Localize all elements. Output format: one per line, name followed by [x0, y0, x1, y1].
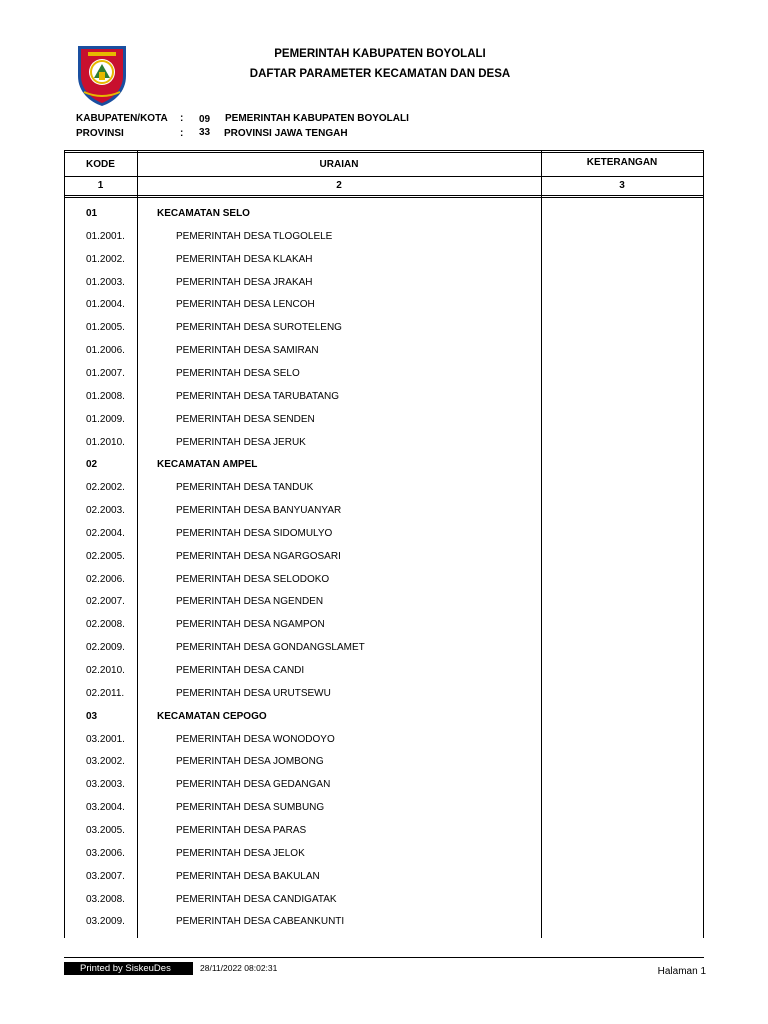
- desa-row: [64, 848, 704, 868]
- row-uraian: PEMERINTAH DESA JELOK: [176, 847, 305, 859]
- row-kode: 01.2010.: [86, 436, 125, 448]
- desa-row: [64, 368, 704, 388]
- table-top-border-inner: [64, 152, 704, 153]
- desa-row: [64, 414, 704, 434]
- row-uraian: PEMERINTAH DESA NGAMPON: [176, 619, 325, 631]
- desa-row: [64, 528, 704, 548]
- header-kode: KODE: [86, 159, 115, 170]
- row-uraian: KECAMATAN SELO: [157, 208, 250, 219]
- kabupaten-colon: :: [180, 113, 184, 124]
- row-uraian: PEMERINTAH DESA TANDUK: [176, 482, 314, 494]
- row-uraian: PEMERINTAH DESA GEDANGAN: [176, 779, 331, 791]
- desa-row: [64, 254, 704, 274]
- row-kode: 03.2001.: [86, 733, 125, 745]
- row-uraian: PEMERINTAH DESA SENDEN: [176, 413, 315, 425]
- row-kode: 03.2005.: [86, 824, 125, 836]
- row-kode: 01.2001.: [86, 230, 125, 242]
- row-uraian: PEMERINTAH DESA TLOGOLELE: [176, 230, 333, 242]
- row-uraian: PEMERINTAH DESA KLAKAH: [176, 253, 313, 265]
- header-uraian: URAIAN: [319, 159, 359, 170]
- row-kode: 02.2011.: [86, 687, 125, 699]
- row-uraian: PEMERINTAH DESA NGARGOSARI: [176, 550, 341, 562]
- row-kode: 02.2007.: [86, 596, 125, 608]
- report-title-line1: PEMERINTAH KABUPATEN BOYOLALI: [274, 48, 486, 60]
- row-kode: 03.2003.: [86, 779, 125, 791]
- provinsi-label: PROVINSI: [76, 128, 124, 139]
- row-uraian: PEMERINTAH DESA CABEANKUNTI: [176, 916, 345, 928]
- desa-row: [64, 825, 704, 845]
- row-kode: 02: [86, 459, 98, 471]
- row-kode: 02.2004.: [86, 527, 125, 539]
- desa-row: [64, 642, 704, 662]
- kabupaten-name: PEMERINTAH KABUPATEN BOYOLALI: [225, 113, 409, 124]
- boyolali-emblem-logo: [74, 42, 130, 108]
- desa-row: [64, 688, 704, 708]
- row-uraian: PEMERINTAH DESA JERUK: [176, 436, 306, 448]
- row-kode: 02.2010.: [86, 665, 125, 676]
- row-kode: 03.2007.: [86, 870, 125, 882]
- table-top-border: [64, 150, 704, 151]
- row-kode: 03.2006.: [86, 847, 125, 859]
- row-uraian: PEMERINTAH DESA SIDOMULYO: [176, 527, 333, 539]
- row-uraian: PEMERINTAH DESA GONDANGSLAMET: [176, 642, 365, 654]
- desa-row: [64, 756, 704, 776]
- row-kode: 02.2005.: [86, 550, 125, 562]
- desa-row: [64, 391, 704, 411]
- desa-row: [64, 596, 704, 616]
- row-kode: 02.2003.: [86, 505, 125, 517]
- row-uraian: PEMERINTAH DESA WONODOYO: [176, 733, 335, 745]
- row-kode: 01.2005.: [86, 322, 125, 334]
- row-uraian: PEMERINTAH DESA CANDIGATAK: [176, 893, 337, 905]
- provinsi-colon: :: [180, 128, 184, 139]
- row-kode: 01.2007.: [86, 367, 125, 379]
- row-kode: 03.2002.: [86, 756, 125, 768]
- row-kode: 03.2004.: [86, 802, 125, 814]
- desa-row: [64, 482, 704, 502]
- row-uraian: PEMERINTAH DESA BAKULAN: [176, 870, 320, 882]
- row-uraian: PEMERINTAH DESA JOMBONG: [176, 756, 324, 768]
- desa-row: [64, 871, 704, 891]
- desa-row: [64, 574, 704, 594]
- row-uraian: PEMERINTAH DESA BANYUANYAR: [176, 505, 342, 517]
- desa-row: [64, 619, 704, 639]
- kecamatan-row: [64, 459, 704, 479]
- row-uraian: PEMERINTAH DESA SELODOKO: [176, 573, 330, 585]
- row-uraian: PEMERINTAH DESA LENCOH: [176, 299, 315, 311]
- kabupaten-code: 09: [199, 114, 211, 125]
- row-uraian: PEMERINTAH DESA JRAKAH: [176, 276, 313, 288]
- row-uraian: PEMERINTAH DESA URUTSEWU: [176, 687, 331, 699]
- row-kode: 02.2006.: [86, 573, 125, 585]
- desa-row: [64, 299, 704, 319]
- row-kode: 02.2009.: [86, 642, 125, 654]
- column-number-divider-inner: [64, 197, 704, 198]
- row-kode: 01.2004.: [86, 299, 125, 311]
- print-timestamp: 28/11/2022 08:02:31: [200, 963, 278, 973]
- parameter-table: [64, 150, 704, 938]
- provinsi-name: PROVINSI JAWA TENGAH: [224, 128, 348, 139]
- kecamatan-row: [64, 711, 704, 731]
- kabupaten-label: KABUPATEN/KOTA: [76, 113, 168, 124]
- desa-row: [64, 665, 704, 685]
- desa-row: [64, 437, 704, 457]
- row-kode: 01.2006.: [86, 345, 125, 357]
- row-kode: 01.2002.: [86, 253, 125, 265]
- column-number-1: 1: [97, 180, 104, 191]
- row-kode: 01.2008.: [86, 390, 125, 402]
- desa-row: [64, 345, 704, 365]
- row-kode: 02.2002.: [86, 482, 125, 494]
- column-number-divider: [64, 195, 704, 196]
- desa-row: [64, 894, 704, 914]
- row-kode: 01.2009.: [86, 413, 125, 425]
- desa-row: [64, 505, 704, 525]
- desa-row: [64, 231, 704, 251]
- footer-rule: [64, 957, 704, 958]
- column-number-2: 2: [336, 180, 342, 191]
- row-kode: 03.2008.: [86, 893, 125, 905]
- desa-row: [64, 802, 704, 822]
- desa-row: [64, 277, 704, 297]
- row-uraian: PEMERINTAH DESA TARUBATANG: [176, 390, 339, 402]
- row-uraian: KECAMATAN CEPOGO: [157, 710, 267, 722]
- header-keterangan: KETERANGAN: [586, 157, 658, 168]
- row-uraian: PEMERINTAH DESA NGENDEN: [176, 596, 324, 608]
- row-kode: 02.2008.: [86, 619, 125, 631]
- provinsi-code: 33: [199, 127, 211, 138]
- page-number: Halaman 1: [657, 966, 706, 977]
- row-kode: 01.2003.: [86, 276, 125, 288]
- column-number-3: 3: [619, 180, 625, 191]
- row-uraian: KECAMATAN AMPEL: [157, 459, 258, 471]
- report-title-line2: DAFTAR PARAMETER KECAMATAN DAN DESA: [249, 68, 511, 80]
- row-uraian: PEMERINTAH DESA SAMIRAN: [176, 345, 319, 357]
- row-uraian: PEMERINTAH DESA SUMBUNG: [176, 802, 325, 814]
- desa-row: [64, 779, 704, 799]
- row-uraian: PEMERINTAH DESA CANDI: [176, 665, 305, 676]
- row-kode: 01: [86, 208, 98, 219]
- kecamatan-row: [64, 208, 704, 228]
- row-kode: 03: [86, 710, 98, 722]
- desa-row: [64, 551, 704, 571]
- row-uraian: PEMERINTAH DESA PARAS: [176, 824, 307, 836]
- row-kode: 03.2009.: [86, 916, 125, 928]
- desa-row: [64, 734, 704, 754]
- header-divider: [64, 176, 704, 177]
- printed-by-badge: Printed by SiskeuDes: [64, 962, 193, 975]
- row-uraian: PEMERINTAH DESA SELO: [176, 367, 300, 379]
- row-uraian: PEMERINTAH DESA SUROTELENG: [176, 322, 342, 334]
- desa-row: [64, 322, 704, 342]
- desa-row: [64, 916, 704, 936]
